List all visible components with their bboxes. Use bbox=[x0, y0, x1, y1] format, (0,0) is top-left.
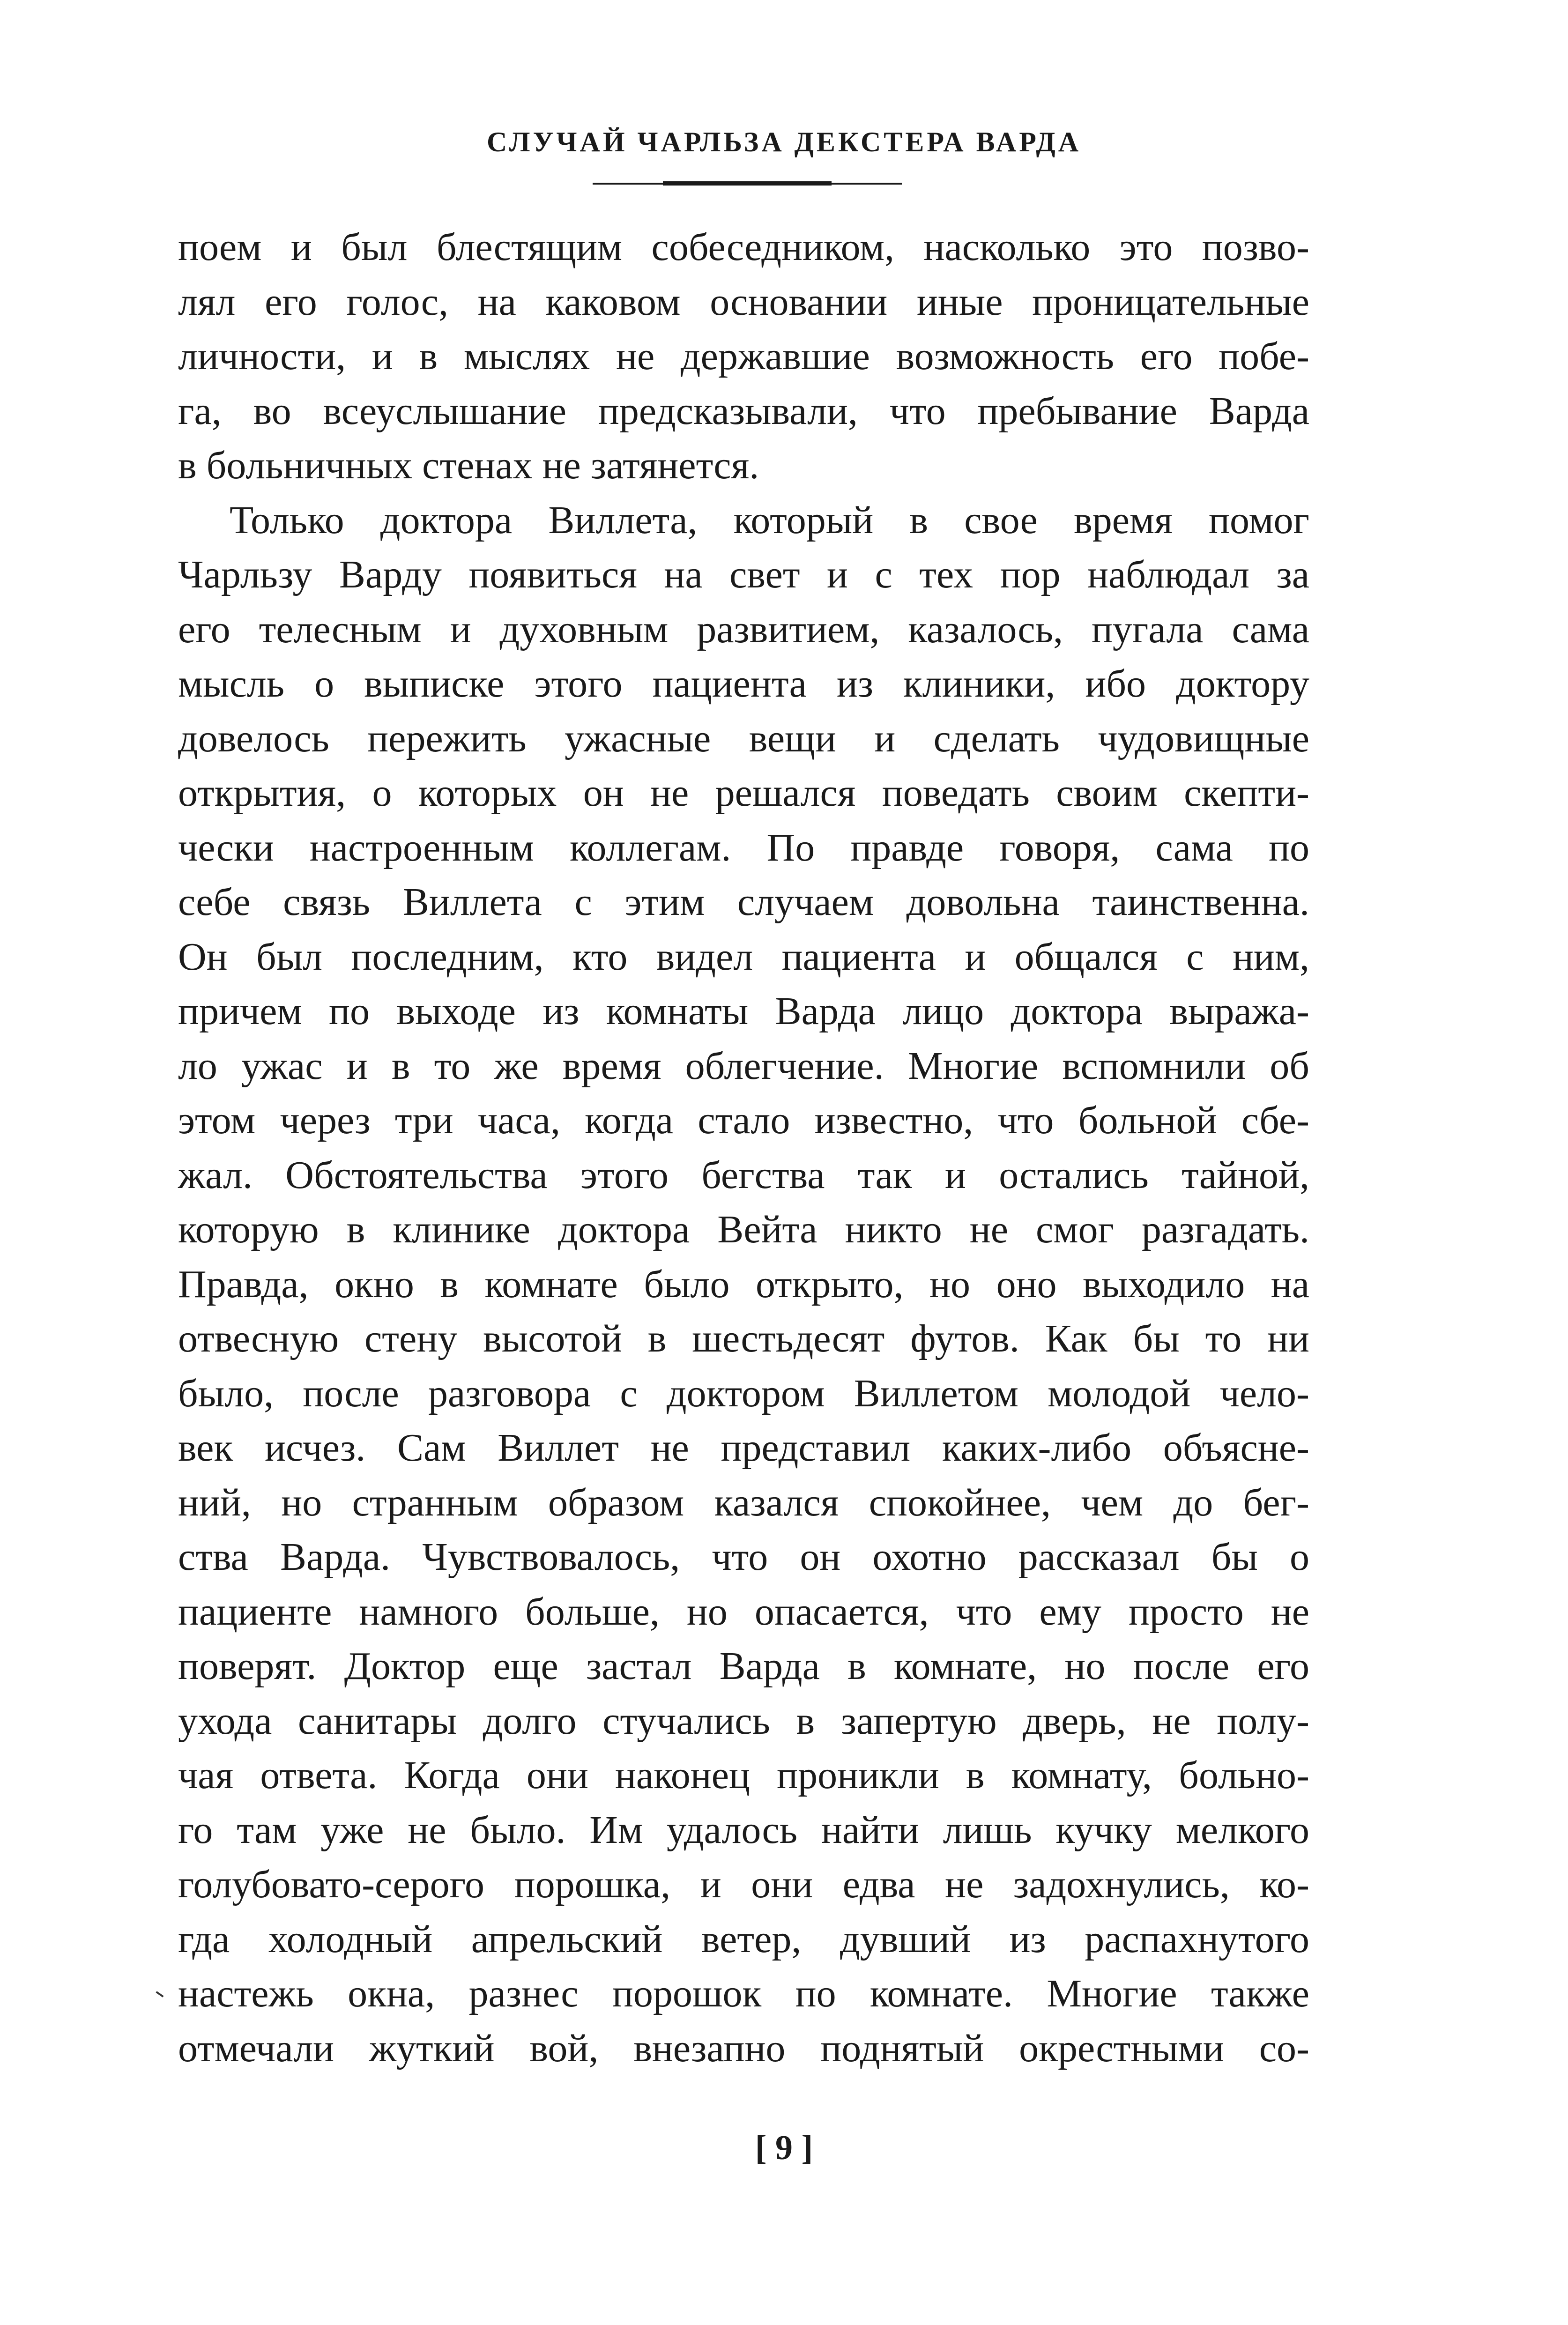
text-line: век исчез. Сам Виллет не представил каких-либо объясне- bbox=[178, 1426, 1309, 1470]
text-line: га, во всеуслышание предсказывали, что пребывание Варда bbox=[178, 389, 1309, 433]
text-line: настежь окна, разнес порошок по комнате. Многие также bbox=[178, 1972, 1309, 2015]
stray-mark bbox=[156, 1991, 163, 1998]
text-line: ства Варда. Чувствовалось, что он охотно рассказал бы о bbox=[178, 1535, 1309, 1579]
text-line: его телесным и духовным развитием, казалось, пугала сама bbox=[178, 607, 1309, 651]
text-line: Только доктора Виллета, который в свое время помог bbox=[230, 498, 1309, 542]
text-line: открытия, о которых он не решался поведать своим скепти- bbox=[178, 771, 1309, 815]
text-line: гда холодный апрельский ветер, дувший из распахнутого bbox=[178, 1917, 1309, 1961]
text-line: ний, но странным образом казался спокойнее, чем до бег- bbox=[178, 1480, 1309, 1524]
text-line: Он был последним, кто видел пациента и общался с ним, bbox=[178, 935, 1309, 979]
text-line: чески настроенным коллегам. По правде говоря, сама по bbox=[178, 825, 1309, 869]
text-line: жал. Обстоятельства этого бегства так и остались тайной, bbox=[178, 1153, 1309, 1197]
text-line: пациенте намного больше, но опасается, что ему просто не bbox=[178, 1590, 1309, 1634]
text-line: отмечали жуткий вой, внезапно поднятый окрестными со- bbox=[178, 2026, 1309, 2070]
text-line: лял его голос, на каковом основании иные проницательные bbox=[178, 280, 1309, 324]
text-line: этом через три часа, когда стало известно, что больной сбе- bbox=[178, 1099, 1309, 1142]
text-line: мысль о выписке этого пациента из клиники, ибо доктору bbox=[178, 662, 1309, 706]
text-line: Чарльзу Варду появиться на свет и с тех пор наблюдал за bbox=[178, 553, 1309, 596]
text-line: которую в клинике доктора Вейта никто не смог разгадать. bbox=[178, 1208, 1309, 1251]
text-line: себе связь Виллета с этим случаем довольна таинственна. bbox=[178, 880, 1309, 924]
body-text bbox=[178, 220, 1309, 2076]
text-line: чая ответа. Когда они наконец проникли в комнату, больно- bbox=[178, 1753, 1309, 1797]
text-line: Правда, окно в комнате было открыто, но оно выходило на bbox=[178, 1262, 1309, 1306]
text-line: в больничных стенах не затянется. bbox=[178, 444, 759, 487]
text-line: поверят. Доктор еще застал Варда в комнате, но после его bbox=[178, 1644, 1309, 1688]
text-line: ухода санитары долго стучались в запертую дверь, не полу- bbox=[178, 1699, 1309, 1743]
text-line: довелось пережить ужасные вещи и сделать чудовищные bbox=[178, 716, 1309, 760]
text-line: голубовато-серого порошка, и они едва не задохнулись, ко- bbox=[178, 1863, 1309, 1906]
page-number: [ 9 ] bbox=[755, 2129, 813, 2167]
running-head: СЛУЧАЙ ЧАРЛЬЗА ДЕКСТЕРА ВАРДА bbox=[486, 126, 1082, 157]
text-line: было, после разговора с доктором Виллетом молодой чело- bbox=[178, 1371, 1309, 1415]
head-rule-accent bbox=[663, 181, 832, 186]
text-line: поем и был блестящим собеседником, насколько это позво- bbox=[178, 225, 1309, 269]
text-line: отвесную стену высотой в шестьдесят футов. Как бы то ни bbox=[178, 1317, 1309, 1360]
text-line: причем по выходе из комнаты Варда лицо доктора выража- bbox=[178, 989, 1309, 1033]
text-line: го там уже не было. Им удалось найти лишь кучку мелкого bbox=[178, 1808, 1309, 1852]
text-line: личности, и в мыслях не державшие возможность его побе- bbox=[178, 334, 1309, 378]
text-line: ло ужас и в то же время облегчение. Многие вспомнили об bbox=[178, 1044, 1309, 1088]
